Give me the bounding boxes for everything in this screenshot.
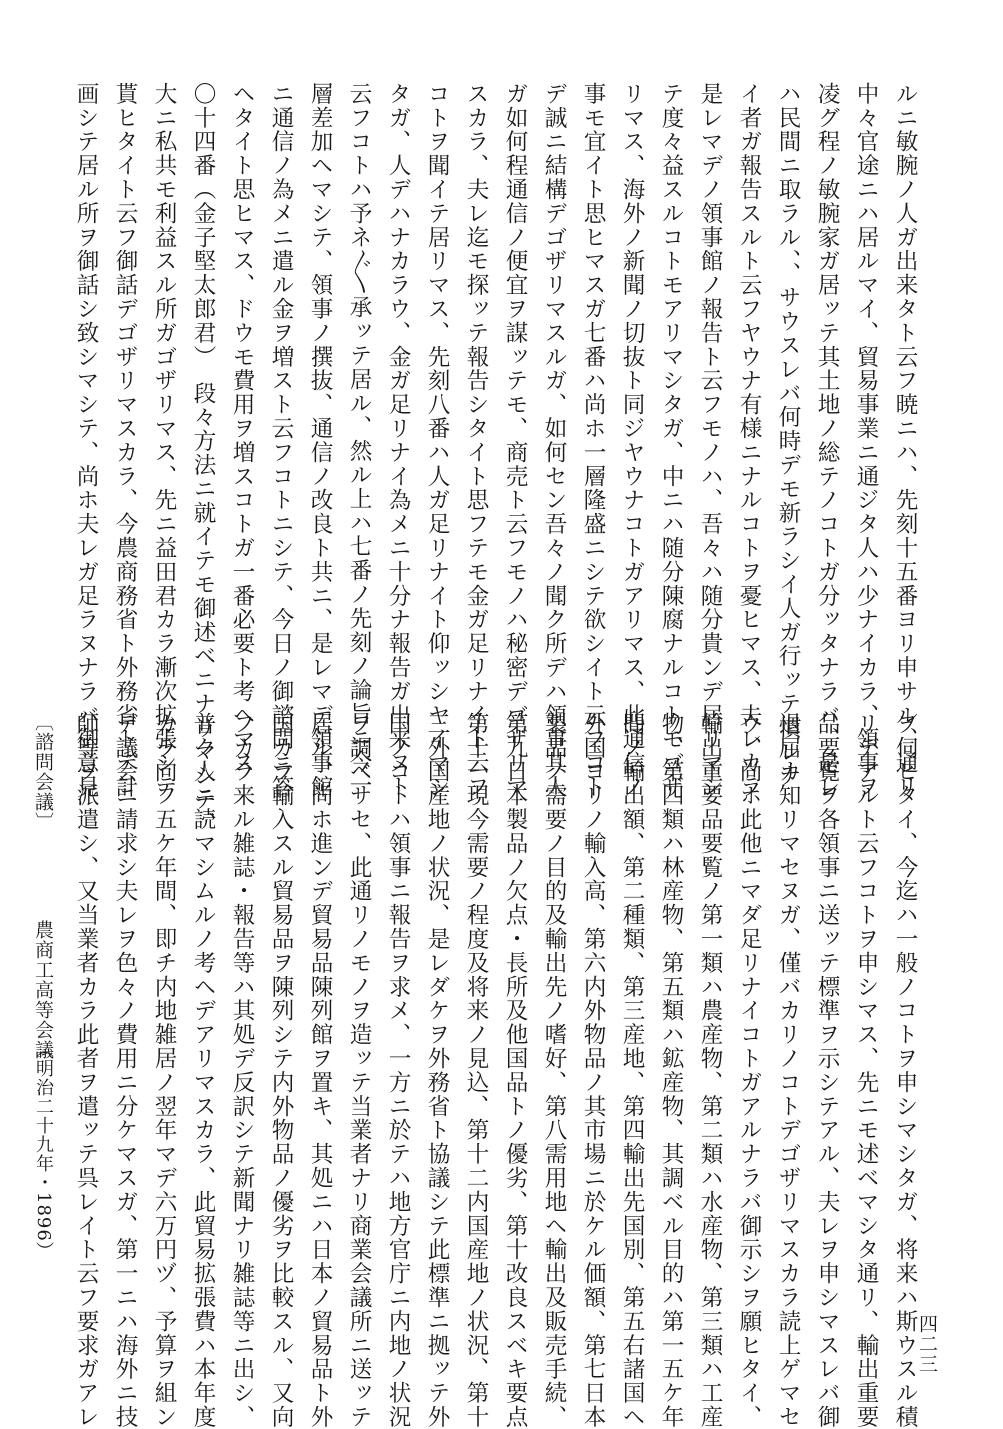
text-column: 云フコトハ予ネ〴〵承ッテ居ル、然ル上ハ七番ノ先刻ノ論旨ニ今一: [346, 82, 372, 798]
text-column: 間ノ輸出額、第二種類、第三産地、第四輸出先国別、第五右諸国ヘ: [619, 712, 645, 1429]
text-column: 凌グ程ノ敏腕家ガ居ッテ其土地ノ総テノコトガ分ッタナラバ、是レ: [814, 82, 840, 799]
text-column: ヲ伺ヒタイ、今迄ハ一般ノコトヲ申シマシタガ、将来ハ斯ウスル積: [892, 712, 918, 1429]
text-column: リデアルト云フコトヲ申シマス、先ニモ述ベマシタ通リ、輸出重要: [853, 712, 879, 1429]
text-column: 是レマデノ領事館ノ報告ト云フモノハ、吾々ハ随分貴ンデ居リマシ: [697, 82, 723, 799]
text-column: 普ク人ニ読マシムルノ考ヘデアリマスカラ、此貿易拡張費ハ本年度: [190, 712, 216, 1429]
text-column: 〇十四番（金子堅太郎君） 段々方法ニ就イテモ御述ベニナリマシテ、: [190, 82, 216, 836]
text-column: 大ニ私共モ利益スル所ガゴザリマス、先ニ益田君カラ漸次拡張シテ: [151, 82, 177, 799]
text-column: 物、第四類ハ林産物、第五類ハ鉱産物、其調ベル目的ハ第一五ケ年: [658, 712, 684, 1429]
text-column: 居ル、尚ホ進ンデ貿易品陳列館ヲ置キ、其処ニハ日本ノ貿易品ト外: [307, 712, 333, 1429]
text-column: デ議会ニ請求シ夫レヲ色々ノ費用ニ分ケマスガ、第一ニハ海外ニ技: [112, 712, 138, 1429]
footer-era: （明治二十九年・1896）: [33, 1040, 54, 1261]
text-column: リマス、海外ノ新聞ノ切抜ト同ジヤウナコトガアリマス、此通信ノ: [619, 82, 645, 799]
text-column: ルニ敏腕ノ人ガ出来タト云フ暁ニハ、先刻十五番ヨリ申サル、通リ: [892, 82, 918, 799]
text-column: テ度々益スルコトモアリマシタガ、中ニハ随分陳腐ナルコトモゴザ: [658, 82, 684, 799]
upper-text-block: [73, 82, 924, 836]
text-column: 輸出重要品要覧ノ第一類ハ農産物、第二類ハ水産物、第三類ハ工産: [697, 712, 723, 1429]
text-column: 品要覧ヲ各領事ニ送ッテ標準ヲ示シテアル、夫レヲ申シマスレバ御: [814, 712, 840, 1429]
text-column: スカラ、夫レ迄モ探ッテ報告シタイト思フテモ金ガ足リナイト云フ: [463, 82, 489, 799]
page-number: 四二三: [916, 1314, 938, 1374]
text-column: 貰ヒタイト云フ御話デゴザリマスカラ、今農商務省ト外務省トデ計: [112, 82, 138, 799]
text-column: 画シテ居ル所ヲ御話シ致シマシテ、尚ホ夫レガ足ラヌナラバ御意見: [73, 82, 99, 799]
text-column: デ誠ニ結構デゴザリマスルガ、如何セン吾々ノ聞ク所デハ領事其人: [541, 82, 567, 799]
text-column: カラ向フ五ケ年間、即チ内地雑居ノ翌年マデ六万円ヅ、予算ヲ組ン: [151, 712, 177, 1429]
text-column: 層差加ヘマシテ、領事ノ撰抜、通信ノ改良ト共ニ、是レマデ領事館: [307, 82, 333, 799]
lower-text-block: [73, 712, 924, 1429]
footer-section-label: 〔諮問会議〕: [32, 712, 54, 832]
text-column: 退屈カ知リマセヌガ、僅バカリノコトデゴザリマスカラ読上ゲマセ: [775, 712, 801, 1429]
text-column: コトヲ聞イテ居リマス、先刻八番ハ人ガ足リナイト仰ッシヤイマシ: [424, 82, 450, 799]
text-column: ヘタイト思ヒマス、ドウモ費用ヲ増スコトガ一番必要ト考ヘマス: [229, 82, 255, 776]
text-column: ヲ調ベサセ、此通リノモノヲ造ッテ当業者ナリ商業会議所ニ送ッテ: [346, 712, 372, 1429]
text-column: 三外国産地ノ状況、是レダケヲ外務省ト協議シテ此標準ニ拠ッテ外: [424, 712, 450, 1429]
text-column: 師等ヲ派遣シ、又当業者カラ此者ヲ遣ッテ呉レイト云フ要求ガアレ: [73, 712, 99, 1429]
text-column: フカラ来ル雑誌・報告等ハ其処デ反訳シテ新聞ナリ雑誌等ニ出シ、: [229, 712, 255, 1429]
text-column: タガ、人デハナカラウ、金ガ足リナイ為メニ十分ナ報告ガ出来ヌト: [385, 82, 411, 799]
text-column: ニ通信ノ為メニ遣ル金ヲ増スト云フコトニシテ、今日ノ御諮問ニ答: [268, 82, 294, 799]
text-column: イ者ガ報告スルト云フヤウナ有様ニナルコトヲ憂ヒマス、夫レカラ: [736, 82, 762, 799]
footer-title: 農商工高等会議: [32, 920, 54, 1060]
text-column: 第十一現今需要ノ程度及将来ノ見込、第十二内国産地ノ状況、第十: [463, 712, 489, 1429]
text-column: 国カラ輸入スル貿易品ヲ陳列シテ内外物品ノ優劣ヲ比較スル、又向: [268, 712, 294, 1429]
text-column: ハ民間ニ取ラル、、サウスレバ何時デモ新ラシイ人ガ行ッテ慣レナ: [775, 82, 801, 788]
text-column: 国ノコトハ領事ニ報告ヲ求メ、一方ニ於テハ地方官庁ニ内地ノ状況: [385, 712, 411, 1429]
text-column: ウ、尚ホ此他ニマダ足リナイコトガアルナラバ御示シヲ願ヒタイ、: [736, 712, 762, 1429]
text-column: 製品ノ需要ノ目的及輸出先ノ嗜好、第八需用地ヘ輸出及販売手続、: [541, 712, 567, 1429]
text-column: 外国ヨリノ輸入高、第六内外物品ノ其市場ニ於ケル価額、第七日本: [580, 712, 606, 1429]
text-column: 事モ宜イト思ヒマスガ七番ハ尚ホ一層隆盛ニシテ欲シイト云フコト: [580, 82, 606, 799]
text-column: ガ如何程通信ノ便宜ヲ謀ッテモ、商売ト云フモノハ秘密デゴザリマ: [502, 82, 528, 799]
text-column: 中々官途ニハ居ルマイ、貿易事業ニ通ジタ人ハ少ナイカラ、領事ヲ: [853, 82, 879, 799]
text-column: 第九日本製品ノ欠点・長所及他国品トノ優劣、第十改良スベキ要点: [502, 712, 528, 1429]
